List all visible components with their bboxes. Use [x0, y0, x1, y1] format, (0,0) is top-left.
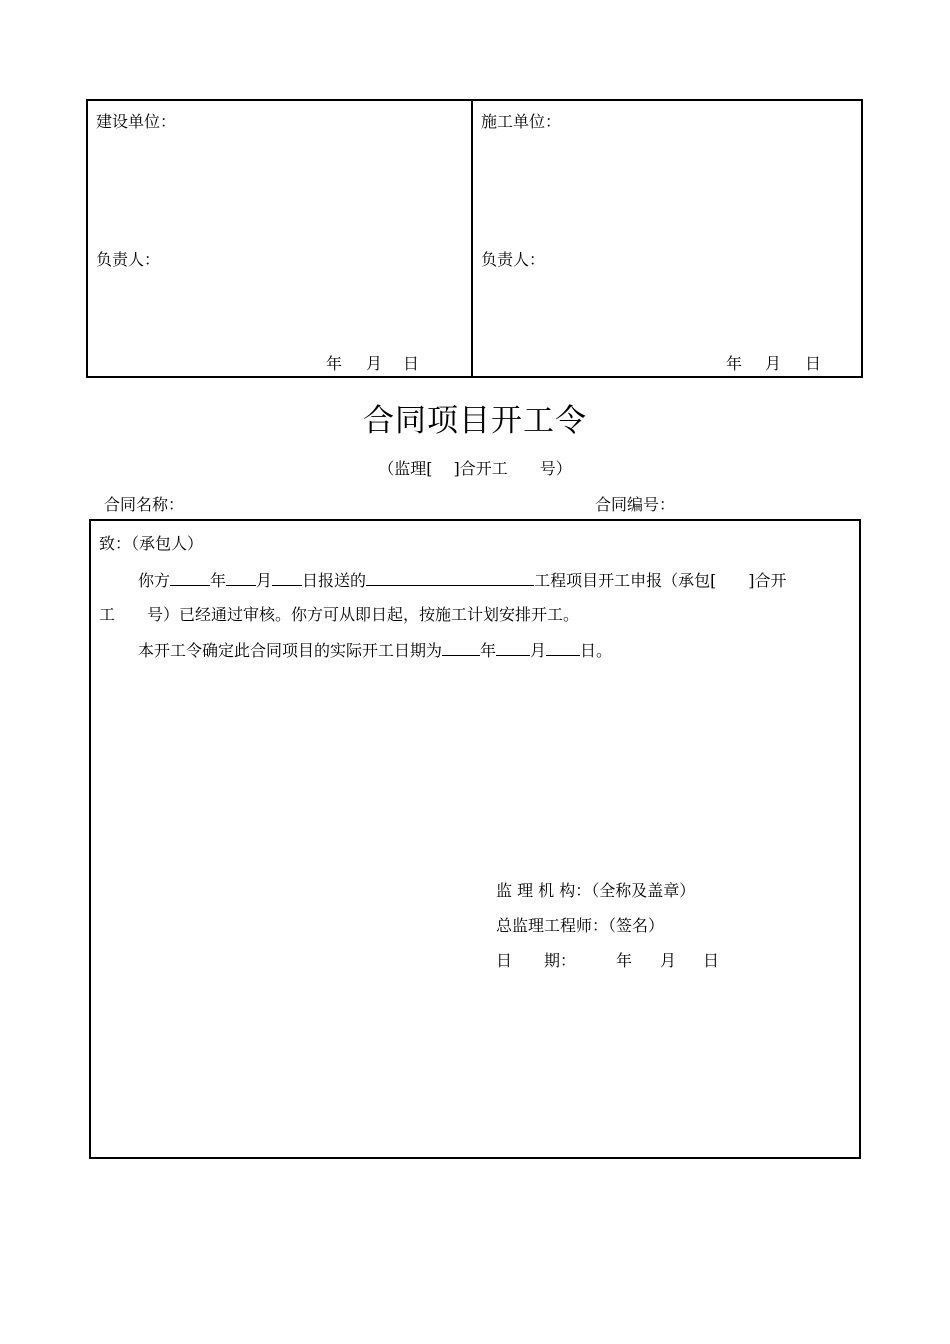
- construction-unit-label: 建设单位：: [96, 112, 177, 131]
- construction-unit-date-year: 年: [326, 354, 343, 373]
- start-month-blank: [496, 637, 530, 656]
- signature-table: [86, 99, 863, 378]
- contractor-unit-date-year: 年: [726, 354, 743, 373]
- chief-engineer-line: 总监理工程师：（签名）: [496, 916, 665, 935]
- text-segment: 日。: [580, 641, 613, 660]
- recipient-line: 致：（承包人）: [99, 534, 204, 553]
- contractor-unit-date-day: 日: [805, 354, 822, 373]
- construction-unit-date-month: 月: [366, 354, 383, 373]
- year-blank: [170, 567, 210, 586]
- text-segment: 月: [530, 641, 547, 660]
- document-number: （监理[ ]合开工 号）: [378, 459, 572, 478]
- construction-unit-date-day: 日: [403, 354, 420, 373]
- text-segment: 你方: [138, 571, 171, 590]
- text-segment: 本开工令确定此合同项目的实际开工日期为: [138, 641, 443, 660]
- start-year-blank: [442, 637, 480, 656]
- signature-date-year: 年: [616, 951, 633, 970]
- page-title: 合同项目开工令: [363, 403, 587, 439]
- contractor-unit-person-label: 负责人：: [481, 250, 546, 269]
- month-blank: [226, 567, 256, 586]
- text-segment: 日报送的: [302, 571, 367, 590]
- text-segment: 年: [480, 641, 497, 660]
- text-segment: 工程项目开工申报（承包[ ]合开: [534, 571, 787, 590]
- project-name-blank: [366, 567, 534, 586]
- supervision-org-line: 监 理 机 构：（全称及盖章）: [496, 881, 696, 900]
- contractor-unit-date-month: 月: [765, 354, 782, 373]
- approval-sentence: 工 号）已经通过审核。你方可从即日起，按施工计划安排开工。: [99, 605, 580, 624]
- signature-date-day: 日: [703, 951, 720, 970]
- day-blank: [272, 567, 302, 586]
- start-day-blank: [546, 637, 580, 656]
- contract-name-label: 合同名称：: [104, 495, 185, 514]
- start-date-sentence: [138, 637, 612, 661]
- application-sentence: [138, 567, 787, 591]
- signature-date-month: 月: [660, 951, 677, 970]
- table-divider: [471, 101, 473, 376]
- text-segment: 月: [256, 571, 273, 590]
- contract-number-label: 合同编号：: [595, 495, 676, 514]
- contractor-unit-label: 施工单位：: [481, 112, 562, 131]
- construction-unit-person-label: 负责人：: [96, 250, 161, 269]
- order-body-box: [89, 519, 861, 1159]
- text-segment: 年: [210, 571, 227, 590]
- signature-date-label: 日 期：: [496, 951, 577, 970]
